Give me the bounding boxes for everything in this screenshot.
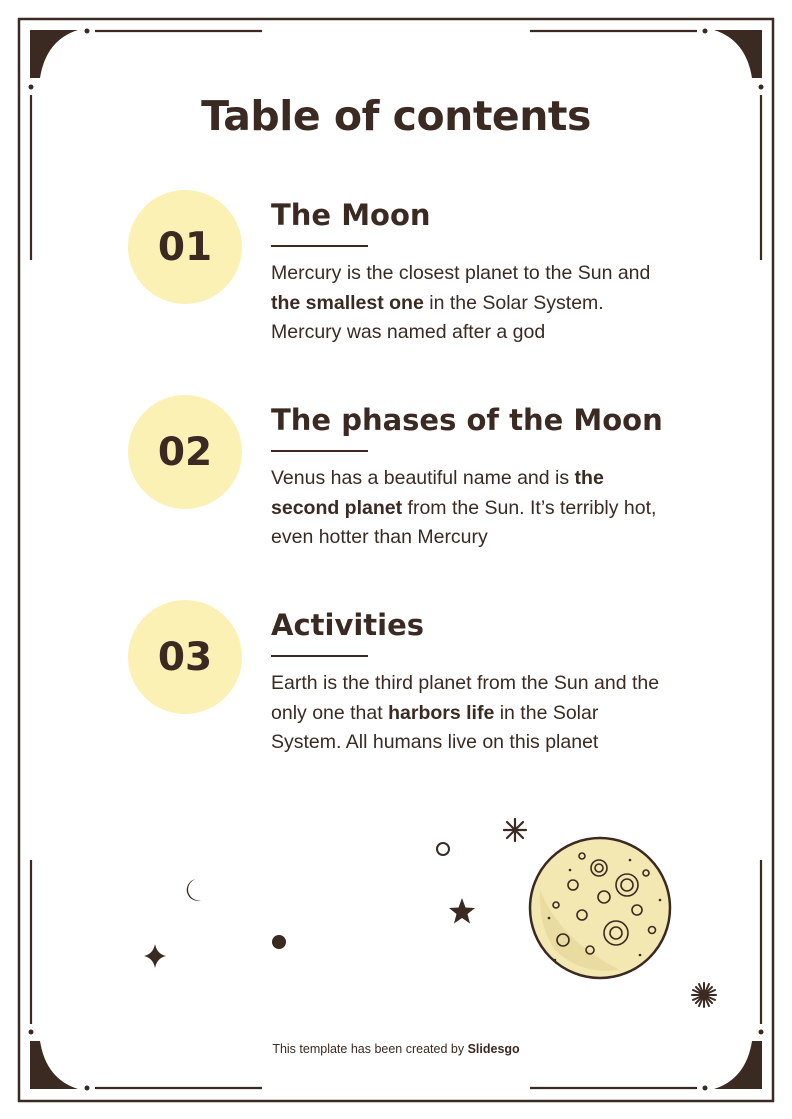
entry-number: 02 [157, 429, 213, 475]
entry-heading: Activities [271, 608, 425, 642]
desc-bold: the second planet [271, 467, 604, 519]
entry-description [271, 259, 671, 348]
footer-text: This template has been created by [272, 1042, 468, 1056]
footer-credit [0, 1042, 792, 1056]
toc-entry-3[interactable] [128, 600, 688, 780]
toc-entry-2[interactable] [128, 395, 688, 575]
entry-heading: The phases of the Moon [271, 403, 663, 437]
number-badge [128, 395, 242, 509]
desc-text: in the Solar System. Mercury was named after a god [271, 291, 604, 343]
heading-underline [271, 655, 368, 657]
desc-text: Venus has a beautiful name and is [271, 467, 575, 489]
desc-bold: the smallest one [271, 291, 424, 314]
page-title: Table of contents [201, 92, 591, 140]
heading-underline [271, 450, 368, 452]
number-badge [128, 190, 242, 304]
entry-description [271, 464, 671, 553]
number-badge [128, 600, 242, 714]
entry-number: 01 [157, 224, 213, 270]
toc-entry-1[interactable] [128, 190, 688, 370]
heading-underline [271, 245, 368, 247]
desc-bold: harbors life [388, 701, 495, 724]
desc-text: Earth is the third planet from the Sun and the only one that [271, 672, 660, 724]
desc-text: from the Sun. It’s terribly hot, even hotter than Mercury [271, 496, 657, 548]
entry-description [271, 669, 671, 758]
desc-text: Mercury is the closest planet to the Sun and [271, 262, 651, 284]
desc-text: in the Solar System. All humans live on this planet [271, 701, 599, 753]
entry-heading: The Moon [271, 198, 431, 232]
entry-number: 03 [157, 634, 213, 680]
footer-brand-link[interactable]: Slidesgo [467, 1042, 520, 1056]
